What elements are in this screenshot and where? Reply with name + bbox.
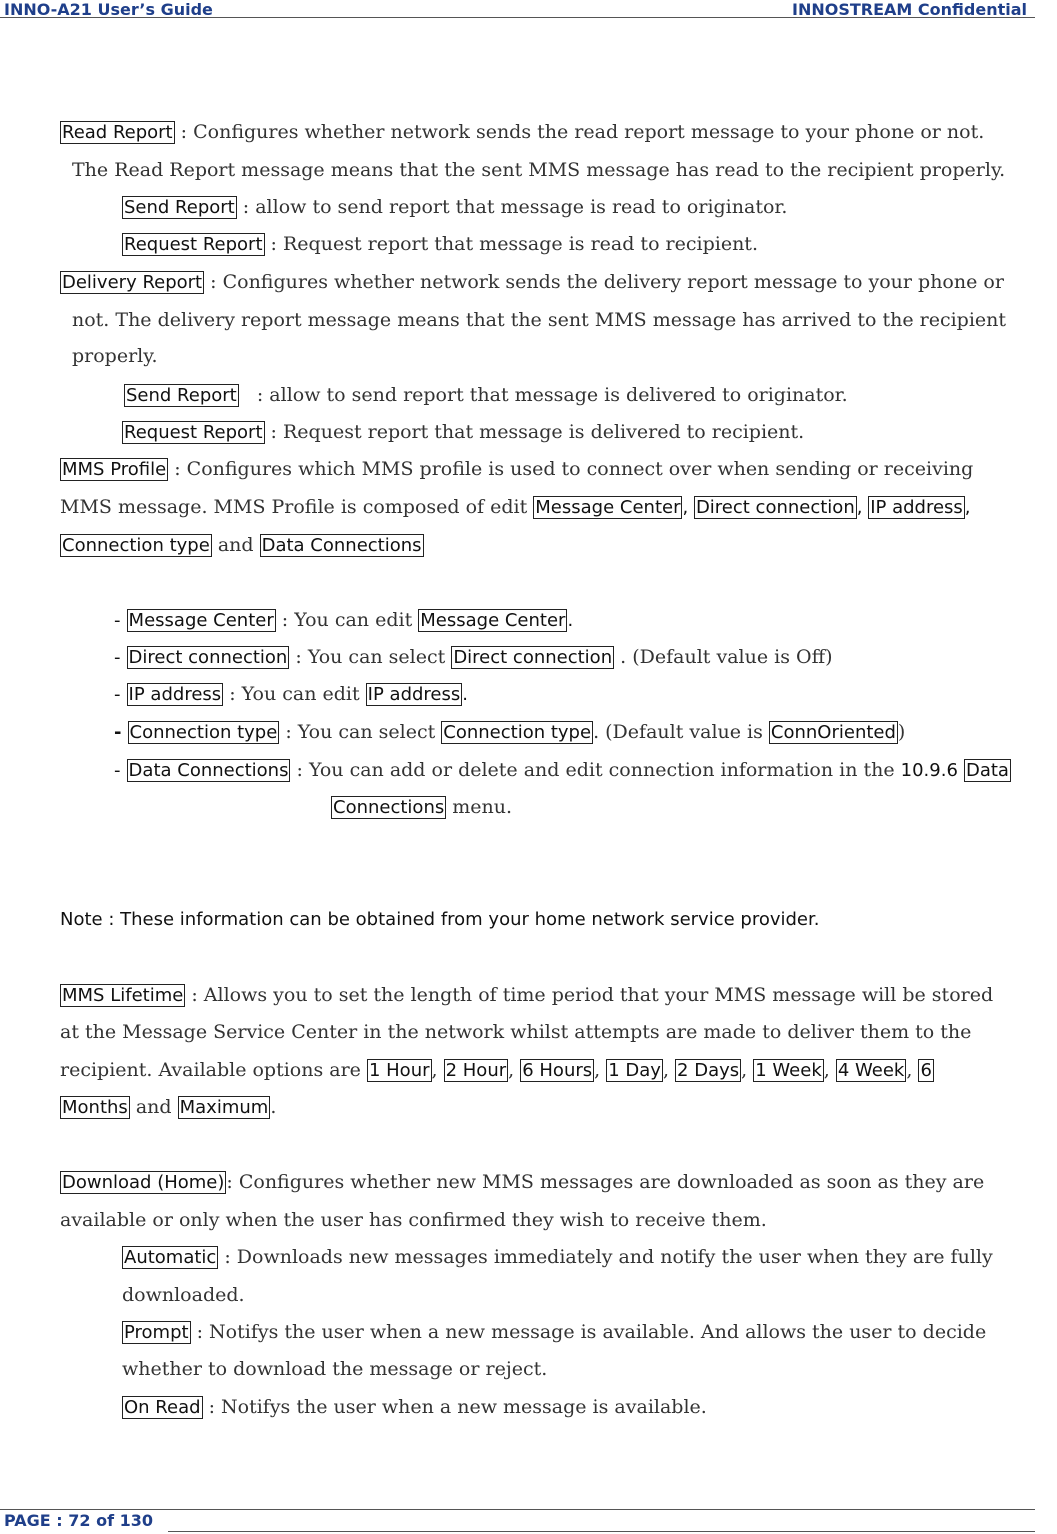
mms-profile-term: MMS Profile: [62, 459, 167, 480]
download-automatic-cont: downloaded.: [122, 1284, 245, 1306]
bullet-data-connections: - Data Connections : You can add or delete and edit connection information in the 10.9.6 Data: [114, 759, 1009, 781]
download-automatic: Automatic : Downloads new messages immediately and notify the user when they are fully: [124, 1246, 993, 1268]
download-line2: available or only when the user has confirmed they wish to receive them.: [60, 1209, 767, 1231]
download-prompt: Prompt : Notifys the user when a new message is available. And allows the user to decide: [124, 1321, 987, 1343]
delivery-report-request: Request Report : Request report that message is delivered to recipient.: [124, 421, 805, 443]
lifetime-line2: at the Message Service Center in the network whilst attempts are made to deliver them to the: [60, 1021, 972, 1043]
delivery-report-line1: Delivery Report : Configures whether network sends the delivery report message to your phone or: [62, 271, 1004, 293]
read-report-request: Request Report : Request report that message is read to recipient.: [124, 233, 758, 255]
read-report-send: Send Report : allow to send report that message is read to originator.: [124, 196, 788, 218]
delivery-report-term: Delivery Report: [62, 272, 203, 293]
footer-rule: [0, 1509, 1035, 1510]
footer-rule-bottom: [168, 1531, 1035, 1532]
note-text: These information can be obtained from your home network service provider.: [120, 909, 820, 930]
note-line: [60, 907, 819, 933]
lifetime-term: MMS Lifetime: [62, 985, 184, 1006]
header-doc-title: INNO-A21 User’s Guide: [4, 0, 213, 19]
delivery-report-line2: not. The delivery report message means that the sent MMS message has arrived to the recipient: [72, 309, 1007, 331]
delivery-report-line3: properly.: [72, 345, 158, 367]
bullet-connection-type: - Connection type : You can select Connection type . (Default value is ConnOriented ): [114, 721, 906, 743]
header-confidential: INNOSTREAM Confidential: [792, 0, 1027, 19]
note-label: Note :: [60, 909, 121, 930]
bullet-ip-address: - IP address : You can edit IP address .: [114, 683, 468, 705]
download-prompt-cont: whether to download the message or reject.: [122, 1358, 548, 1380]
bullet-message-center: - Message Center : You can edit Message Center .: [114, 609, 574, 631]
download-onread: On Read : Notifys the user when a new message is available.: [124, 1396, 707, 1418]
lifetime-line4: Months and Maximum .: [62, 1096, 277, 1118]
read-report-term: Read Report: [62, 122, 173, 143]
delivery-report-send: Send Report : allow to send report that message is delivered to originator.: [126, 384, 848, 406]
read-report-line2: The Read Report message means that the sent MMS message has read to the recipient properly.: [72, 159, 1006, 181]
page-header: [0, 0, 1035, 18]
page-number: PAGE : 72 of 130: [4, 1511, 153, 1530]
download-term: Download (Home): [62, 1172, 225, 1193]
bullet-direct-connection: - Direct connection : You can select Direct connection . (Default value is Off): [114, 646, 833, 668]
lifetime-line1: MMS Lifetime : Allows you to set the length of time period that your MMS message will be stored: [62, 984, 994, 1006]
mms-profile-line3: Connection type and Data Connections: [62, 534, 422, 556]
read-report-line1: Read Report : Configures whether network sends the read report message to your phone or not.: [62, 121, 985, 143]
bullet-data-connections-cont: Connections menu.: [333, 796, 513, 818]
mms-profile-line1: MMS Profile : Configures which MMS profile is used to connect over when sending or receiving: [62, 458, 974, 480]
download-line1: Download (Home) : Configures whether new MMS messages are downloaded as soon as they are: [62, 1171, 985, 1193]
mms-profile-line2: MMS message. MMS Profile is composed of edit Message Center , Direct connection , IP address ,: [60, 496, 971, 518]
lifetime-line3: recipient. Available options are 1 Hour , 2 Hour , 6 Hours , 1 Day , 2 Days , 1 Week , 4 Week , 6: [60, 1059, 932, 1081]
